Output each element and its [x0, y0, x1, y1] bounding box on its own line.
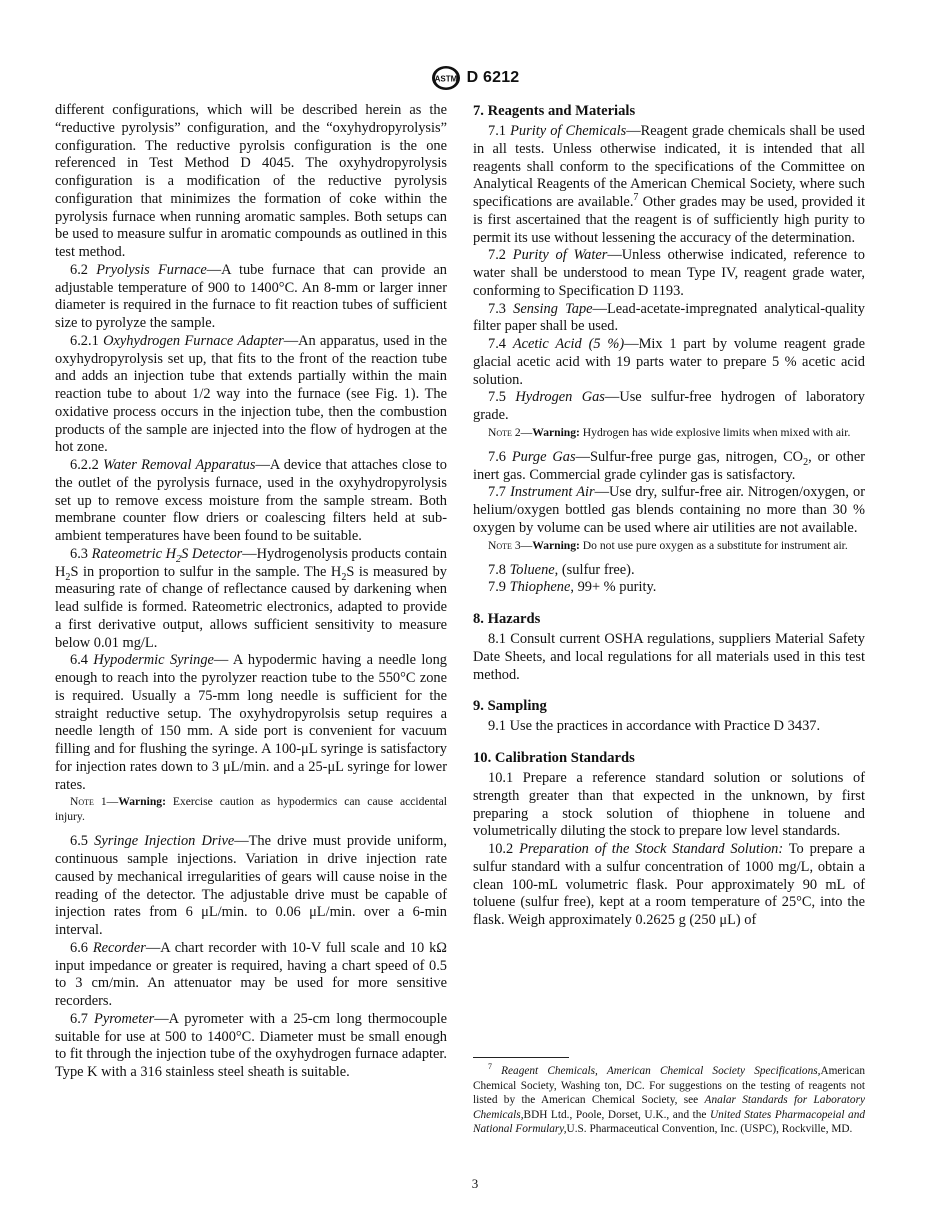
paragraph-7-5: 7.5 Hydrogen Gas—Use sulfur-free hydrogen of laboratory grade. [473, 389, 865, 423]
footnote-7: $^7$ Reagent Chemicals, American Chemical Society Specifications,American Chemical Society, Washing ton, DC. For suggestions on the testing of reagents not listed by the American Chemical Society, see Analar Standards for Laboratory Chemicals,BDH Ltd., Poole, Dorset, U.K., and the United States Pharmacopeial and National Formulary,U.S. Pharmaceutical Convention, Inc. (USPC), Rockville, MD. [473, 1062, 865, 1136]
page-number: 3 [471, 1176, 479, 1191]
paragraph-6-5: 6.5 Syringe Injection Drive—The drive must provide uniform, continuous sample injections. Variation in drive injection rate caused by mechanical irregularities of gears will cause noise in the reading of the detector. The adjustable drive must be capable of injection rates from 6 μL/min. to 0.06 μL/min. over a 6-min interval. [55, 833, 447, 938]
paragraph-7-2: 7.2 Purity of Water—Unless otherwise indicated, reference to water shall be understood to mean Type IV, reagent grade water, conforming to Specification D 1193. [473, 247, 865, 299]
note-3: Note 3—Warning: Do not use pure oxygen as a substitute for instrument air. [488, 538, 848, 552]
paragraph-10-1: 10.1 Prepare a reference standard solution or solutions of strength greater than that expected in the unknown, by first preparing a stock solution of thiophene in toluene and volumetrically diluting the stock to prepare low level standards. [473, 770, 865, 840]
note-1: Note 1—Warning: Exercise caution as hypodermics can cause accidental injury. [55, 795, 447, 824]
paragraph-6-2-2: 6.2.2 Water Removal Apparatus—A device that attaches close to the outlet of the pyrolysis furnace, used in the oxyhydropyrolysis set up to remove excess moisture from the sample stream. Both membrane counter flow driers or coalescing filters held at sub-ambient temperatures have been found to be suitable. [55, 457, 447, 544]
standard-designation: D 6212 [466, 69, 520, 86]
section-heading-8: 8. Hazards [473, 611, 541, 627]
paragraph-9-1: 9.1 Use the practices in accordance with Practice D 3437. [488, 718, 821, 735]
paragraph-6-7: 6.7 Pyrometer—A pyrometer with a 25-cm long thermocouple suitable for use at 500 to 1400°C. Diameter must be small enough to fit through the injection tube of the oxyhydrogen furnace adapter. Type K with a 316 stainless steel sheath is suitable. [55, 1010, 447, 1080]
paragraph-7-9: 7.9 Thiophene, 99+ % purity. [488, 579, 657, 596]
section-heading-9: 9. Sampling [473, 698, 547, 715]
section-heading-7: 7. Reagents and Materials [473, 103, 636, 119]
paragraph-6-6: 6.6 Recorder—A chart recorder with 10-V full scale and 10 kΩ input impedance or greater is required, having a chart speed of 0.5 to 3 cm/min. An attenuator may be used for more sensitive recorders. [55, 939, 447, 1009]
astm-logo-icon [431, 65, 461, 91]
footnote-ref-7: 7 [633, 192, 639, 204]
left-column [55, 102, 447, 1082]
paragraph-7-8: 7.8 Toluene, (sulfur free). [488, 561, 635, 578]
paragraph-7-3: 7.3 Sensing Tape—Lead-acetate-impregnated analytical-quality filter paper shall be used. [473, 300, 865, 335]
paragraph-7-4: 7.4 Acetic Acid (5 %)—Mix 1 part by volume reagent grade glacial acetic acid with 19 parts water to prepare 5 % acetic acid solution. [473, 336, 866, 388]
paragraph-6-2: 6.2 Pryolysis Furnace—A tube furnace that can provide an adjustable temperature of 900 to 1400°C. An 8-mm or larger inner diameter is required in the furnace to fit reaction tubes of sufficient size to pyrolyze the sample. [55, 261, 448, 331]
footnote-divider [473, 1057, 569, 1058]
note-2: Note 2—Warning: Hydrogen has wide explosive limits when mixed with air. [488, 425, 851, 439]
right-column [473, 102, 865, 930]
paragraph-6-3: 6.3 Rateometric $H_2S$ Detector—Hydrogenolysis products contain $H_2S$ in proportion to sulfur in the sample. The $H_2S$ is measured by measuring rate of change of reflectance caused by darkening when lead sulfide is formed. Rateometric electronics, adapted to provide a first derivative output, allows sufficient sensitivity to measure below 0.01 mg/L. [55, 545, 447, 651]
paragraph-10-2: 10.2 Preparation of the Stock Standard Solution: To prepare a sulfur standard with a sulfur concentration of 1000 mg/L, obtain a clean 100-mL volumetric flask. Pour approximately 90 mL of toluene (sulfur free), kept at a room temperature of 25°C, into the flask. Weigh approximately 0.2625 g (250 μL) of [473, 841, 865, 928]
paragraph-7-1: 7.1 Purity of Chemicals—Reagent grade chemicals shall be used in all tests. Unless otherwise indicated, it is intended that all reagents shall conform to the specifications of the Committee on Analytical Reagents of the American Chemical Society, where such specifications are available.$^7$ Other grades may be used, provided it is first ascertained that the reagent is of sufficiently high purity to permit its use without lessening the accuracy of the determination. [473, 123, 865, 246]
paragraph-6-1-continued: different configurations, which will be described herein as the “reductive pyrolysis” configuration, and the “oxyhydropyrolysis” configuration. The reductive pyrolsis configuration is the one referenced in Test Method D 4045. The oxyhydropyrolysis configuration is a modification of the reductive pyrolysis configuration that minimizes the formation of coke within the pyrolysis furnace when running aromatic samples. Both setups can be used to measure sulfur in aromatic compounds as outlined in this test method. [55, 102, 447, 260]
page-header [0, 64, 950, 92]
paragraph-6-2-1: 6.2.1 Oxyhydrogen Furnace Adapter—An apparatus, used in the oxyhydropyrolysis set up, that fits to the front of the reaction tube and adds an injection tube that extends partially within the main reaction tube to about 1/2 way into the furnace (see Fig. 1). The oxidative process occurs in the injection tube, then the combustion products of the sample are injected into the flow of hydrogen at the hot zone. [55, 332, 447, 456]
paragraph-7-7: 7.7 Instrument Air—Use dry, sulfur-free air. Nitrogen/oxygen, or helium/oxygen bottled gas blends containing no more than 30 % oxygen by volume can be used where air utilities are not available. [473, 484, 865, 536]
paragraph-7-6: 7.6 Purge Gas—Sulfur-free purge gas, nitrogen, $CO_2$, or other inert gas. Commercial grade cylinder gas is satisfactory. [473, 448, 866, 483]
paragraph-6-4: 6.4 Hypodermic Syringe— A hypodermic having a needle long enough to reach into the pyrolyzer reaction tube to the 550°C zone is required. Usually a 75-mm long needle is sufficient for the straight reductive setup. The oxyhydropyrolsis setup requires a needle length of 150 mm. A side port is convenient for vacuum filling and for flushing the syringe. A 100-μL syringe is satisfactory for injection rates down to 3 μL/min. and a 25-μL syringe for lower rates. [55, 652, 447, 793]
section-heading-10: 10. Calibration Standards [473, 750, 635, 766]
svg-text:ASTM: ASTM [434, 74, 457, 84]
paragraph-8-1: 8.1 Consult current OSHA regulations, suppliers Material Safety Date Sheets, and local regulations for all materials used in this test method. [473, 631, 865, 683]
